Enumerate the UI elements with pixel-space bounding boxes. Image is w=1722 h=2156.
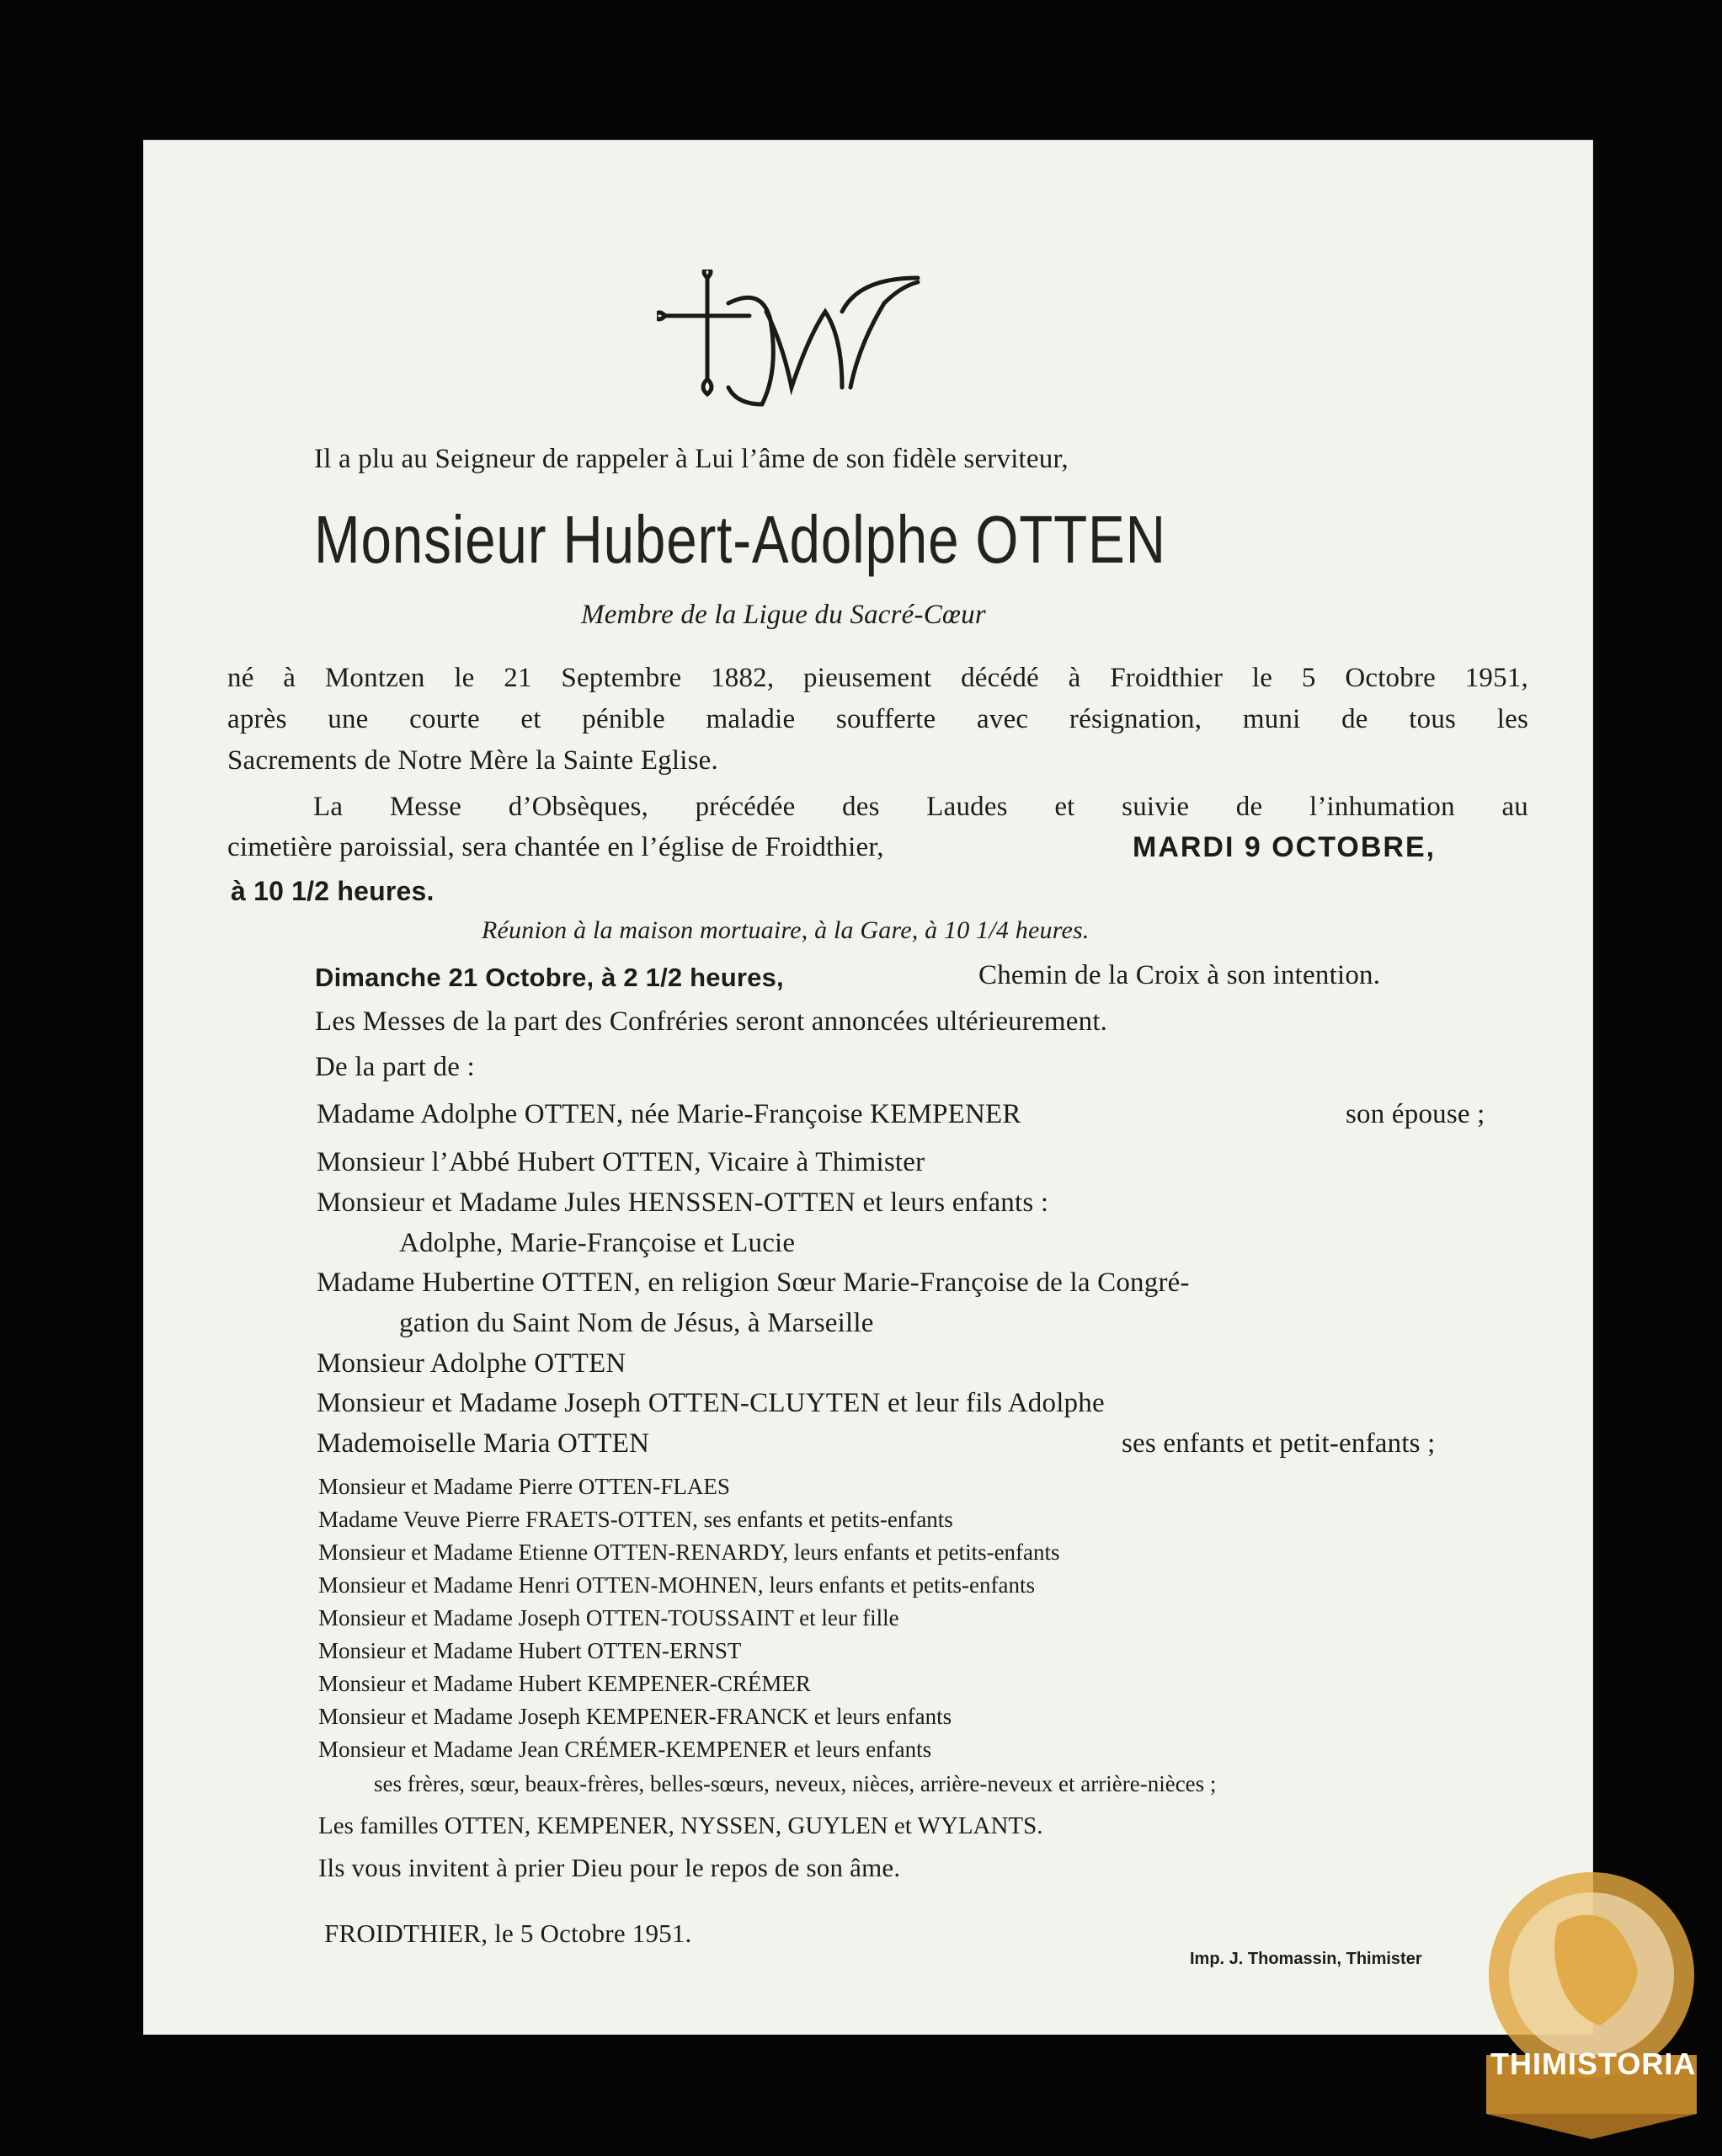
cross-monogram-icon bbox=[657, 270, 926, 413]
relative-line: Monsieur et Madame Jean CRÉMER-KEMPENER et leurs enfants bbox=[318, 1737, 932, 1762]
invitation-line: Ils vous invitent à prier Dieu pour le repos de son âme. bbox=[318, 1853, 901, 1882]
family-line: Monsieur et Madame Joseph OTTEN-CLUYTEN et leur fils Adolphe bbox=[317, 1388, 1105, 1418]
birth-line-2: après une courte et pénible maladie soufferte avec résignation, muni de tous les bbox=[227, 704, 1528, 734]
relative-line: Monsieur et Madame Pierre OTTEN-FLAES bbox=[318, 1474, 730, 1499]
de-la-part: De la part de : bbox=[315, 1052, 475, 1082]
sunday-bold: Dimanche 21 Octobre, à 2 1/2 heures, bbox=[315, 963, 784, 992]
mass-line-1: La Messe d’Obsèques, précédée des Laudes et suivie de l’inhumation au bbox=[313, 792, 1528, 822]
family-line: Monsieur Adolphe OTTEN bbox=[317, 1348, 626, 1379]
mass-line-2: cimetière paroissial, sera chantée en l’église de Froidthier, bbox=[227, 832, 884, 862]
reunion-line: Réunion à la maison mortuaire, à la Gare, à 10 1/4 heures. bbox=[482, 916, 1090, 944]
watermark-text: THIMISTORIA bbox=[1490, 2047, 1697, 2081]
mass-date: MARDI 9 OCTOBRE, bbox=[1133, 831, 1437, 863]
family-line: Monsieur l’Abbé Hubert OTTEN, Vicaire à Thimister bbox=[317, 1147, 925, 1177]
birth-line-3: Sacrements de Notre Mère la Sainte Eglise. bbox=[227, 745, 718, 776]
family-relation: ses enfants et petit-enfants ; bbox=[1122, 1428, 1436, 1459]
relative-line: Monsieur et Madame Etienne OTTEN-RENARDY, leurs enfants et petits-enfants bbox=[318, 1540, 1060, 1565]
relative-line: Monsieur et Madame Joseph KEMPENER-FRANCK et leurs enfants bbox=[318, 1704, 952, 1729]
sunday-rest: Chemin de la Croix à son intention. bbox=[978, 960, 1381, 990]
birth-line-1: né à Montzen le 21 Septembre 1882, pieusement décédé à Froidthier le 5 Octobre 1951, bbox=[227, 663, 1528, 693]
family-relation: son épouse ; bbox=[1346, 1099, 1485, 1129]
printer-credit: Imp. J. Thomassin, Thimister bbox=[1190, 1950, 1422, 1968]
family-line: gation du Saint Nom de Jésus, à Marseille bbox=[399, 1308, 874, 1338]
relative-line: Madame Veuve Pierre FRAETS-OTTEN, ses enfants et petits-enfants bbox=[318, 1507, 953, 1532]
relative-line: Monsieur et Madame Henri OTTEN-MOHNEN, leurs enfants et petits-enfants bbox=[318, 1572, 1036, 1598]
place-date: FROIDTHIER, le 5 Octobre 1951. bbox=[324, 1919, 692, 1948]
family-line: Monsieur et Madame Jules HENSSEN-OTTEN et leurs enfants : bbox=[317, 1187, 1049, 1218]
confreries-line: Les Messes de la part des Confréries seront annoncées ultérieurement. bbox=[315, 1006, 1108, 1037]
relative-line: Monsieur et Madame Hubert OTTEN-ERNST bbox=[318, 1638, 742, 1663]
family-line: Mademoiselle Maria OTTEN bbox=[317, 1428, 650, 1459]
family-line: Madame Hubertine OTTEN, en religion Sœur Marie-Françoise de la Congré- bbox=[317, 1267, 1190, 1298]
mass-time: à 10 1/2 heures. bbox=[231, 876, 434, 906]
family-line: Madame Adolphe OTTEN, née Marie-Françoise KEMPENER bbox=[317, 1099, 1021, 1129]
families-line: Les familles OTTEN, KEMPENER, NYSSEN, GUYLEN et WYLANTS. bbox=[318, 1812, 1043, 1839]
family-line: Adolphe, Marie-Françoise et Lucie bbox=[399, 1228, 796, 1258]
deceased-name: Monsieur Hubert-Adolphe OTTEN bbox=[314, 502, 1166, 577]
relative-line: Monsieur et Madame Hubert KEMPENER-CRÉMER bbox=[318, 1671, 811, 1696]
relatives-summary: ses frères, sœur, beaux-frères, belles-sœurs, neveux, nièces, arrière-neveux et arrière-nièces ; bbox=[374, 1771, 1217, 1796]
deceased-subtitle: Membre de la Ligue du Sacré-Cœur bbox=[581, 600, 986, 630]
header-line: Il a plu au Seigneur de rappeler à Lui l’âme de son fidèle serviteur, bbox=[314, 444, 1069, 474]
thimistoria-logo-icon bbox=[1478, 1865, 1705, 2143]
relative-line: Monsieur et Madame Joseph OTTEN-TOUSSAINT et leur fille bbox=[318, 1605, 899, 1630]
